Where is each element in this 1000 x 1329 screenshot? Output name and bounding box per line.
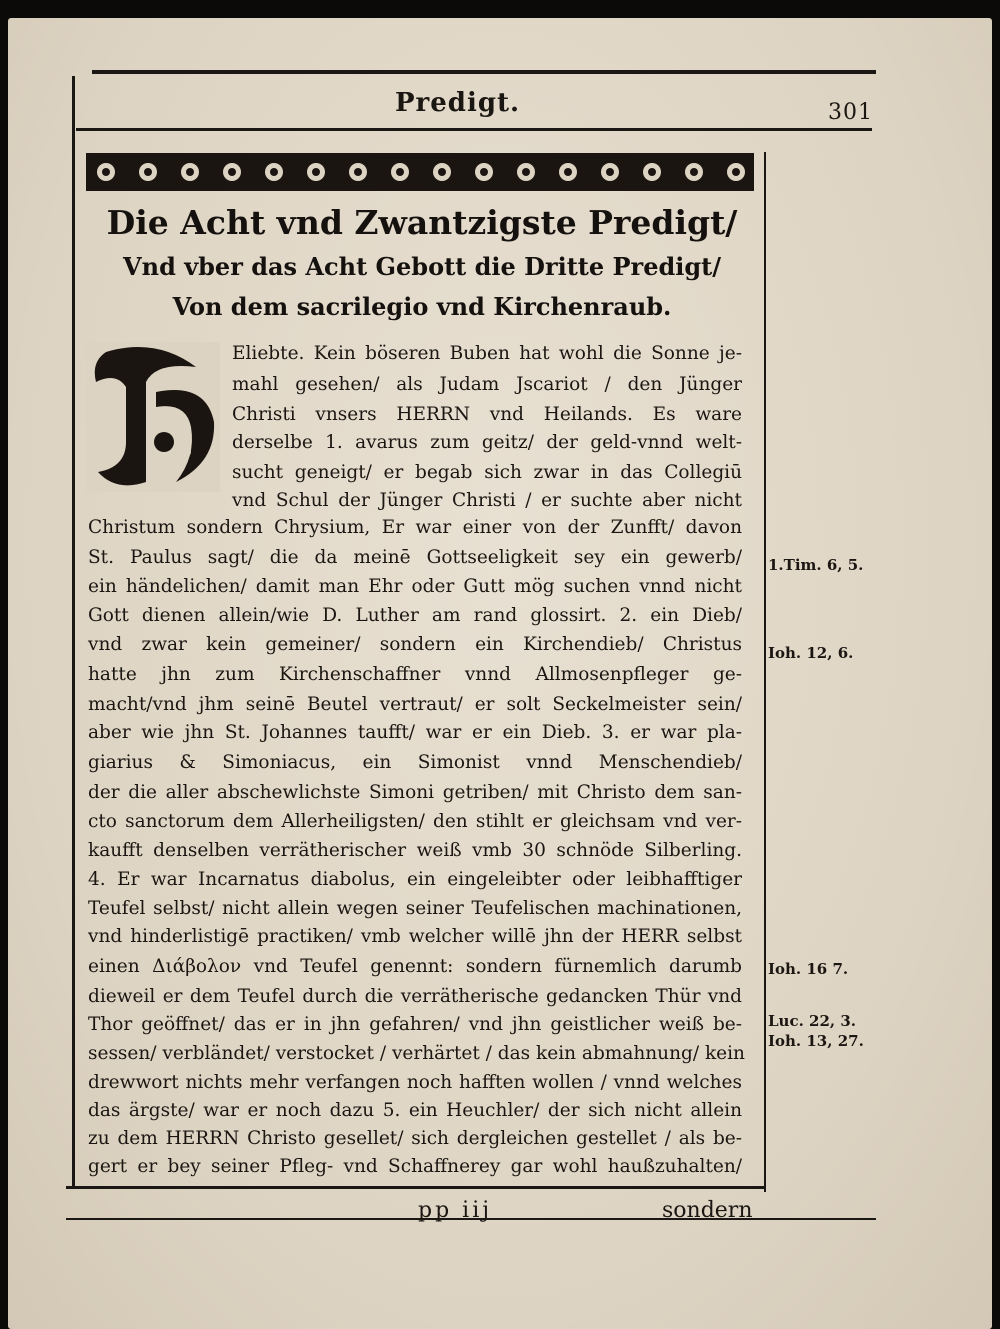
margin-reference: 1.Tim. 6, 5. [768, 556, 864, 574]
body-line: sessen/ verbländet/ verstocket / verhärtet / das kein abmahnung/ kein [88, 1043, 745, 1064]
margin-reference: Ioh. 12, 6. [768, 644, 854, 662]
body-line: dieweil er dem Teufel durch die verrätherische gedancken Thür vnd [88, 986, 742, 1007]
body-line: Christi vnsers HERRN vnd Heilands. Es ware [232, 404, 742, 425]
body-line: Thor geöffnet/ das er in jhn gefahren/ vnd jhn geistlicher weiß be- [88, 1014, 742, 1035]
catchword: sondern [662, 1198, 753, 1223]
body-line: derselbe 1. avarus zum geitz/ der geld-vnnd welt- [232, 432, 742, 453]
body-line: gert er bey seiner Pfleg- vnd Schaffnerey gar wohl haußzuhalten/ [88, 1156, 742, 1177]
body-line: Christum sondern Chrysium, Er war einer von der Zunfft/ davon [88, 517, 742, 538]
sermon-subtitle: Vnd vber das Acht Gebott die Dritte Predigt/ [123, 252, 721, 281]
body-line: 4. Er war Incarnatus diabolus, ein eingeleibter oder leibhafftiger [88, 869, 742, 890]
body-line: Gott dienen allein/wie D. Luther am rand glossirt. 2. ein Dieb/ [88, 605, 742, 626]
margin-reference: Ioh. 13, 27. [768, 1032, 864, 1050]
body-line: kaufft denselben verrätherischer weiß vmb 30 schnöde Silberling. [88, 840, 742, 861]
body-line: das ärgste/ war er noch dazu 5. ein Heuchler/ der sich nicht allein [88, 1100, 742, 1121]
body-line: vnd hinderlistigē practiken/ vmb welcher willē jhn der HERR selbst [88, 926, 742, 947]
decorated-initial-icon [86, 342, 220, 492]
page-number: 301 [828, 100, 873, 125]
body-line: zu dem HERRN Christo gesellet/ sich dergleichen gestellet / als be- [88, 1128, 742, 1149]
body-line: mahl gesehen/ als Judam Jscariot / den Jünger [232, 374, 742, 395]
header-rule [76, 128, 872, 131]
body-line: vnd Schul der Jünger Christi / er suchte aber nicht [232, 490, 742, 511]
body-line: Teufel selbst/ nicht allein wegen seiner Teufelischen machinationen, [88, 898, 742, 919]
body-line: ein händelichen/ damit man Ehr oder Gutt mög suchen vnnd nicht [88, 576, 742, 597]
body-line: der die aller abschewlichste Simoni getriben/ mit Christo dem san- [88, 782, 742, 803]
body-line: Eliebte. Kein böseren Buben hat wohl die Sonne je- [232, 343, 742, 364]
margin-reference: Luc. 22, 3. [768, 1012, 857, 1030]
margin-reference: Ioh. 16 7. [768, 960, 849, 978]
bottom-rule [66, 1186, 766, 1189]
signature-mark: pp iij [418, 1198, 493, 1223]
body-line: sucht geneigt/ er begab sich zwar in das Collegiū [232, 462, 742, 483]
body-line: aber wie jhn St. Johannes taufft/ war er ein Dieb. 3. er war pla- [88, 722, 742, 743]
sermon-topic: Von dem sacrilegio vnd Kirchenraub. [172, 292, 672, 321]
body-line: cto sanctorum dem Allerheiligsten/ den stihlt er gleichsam vnd ver- [88, 811, 742, 832]
body-line: macht/vnd jhm seinē Beutel vertraut/ er solt Seckelmeister sein/ [88, 694, 742, 715]
left-border-rule [72, 76, 75, 1188]
body-line: einen Διάβολον vnd Teufel genennt: sondern fürnemlich darumb [88, 956, 742, 977]
body-line: vnd zwar kein gemeiner/ sondern ein Kirchendieb/ Christus [88, 634, 742, 655]
sermon-title: Die Acht vnd Zwantzigste Predigt/ [106, 203, 738, 242]
body-line: hatte jhn zum Kirchenschaffner vnnd Allmosenpfleger ge- [88, 664, 742, 685]
body-line: St. Paulus sagt/ die da meinē Gottseeligkeit sey ein gewerb/ [88, 547, 742, 568]
top-rule [92, 70, 876, 74]
body-line: drewwort nichts mehr verfangen noch hafften wollen / vnnd welches [88, 1072, 742, 1093]
running-head: Predigt. [395, 88, 521, 118]
body-line: giarius & Simoniacus, ein Simonist vnnd Menschendieb/ [88, 752, 742, 773]
text-column-rule [764, 152, 766, 1192]
ornamental-border-icon [86, 150, 754, 194]
